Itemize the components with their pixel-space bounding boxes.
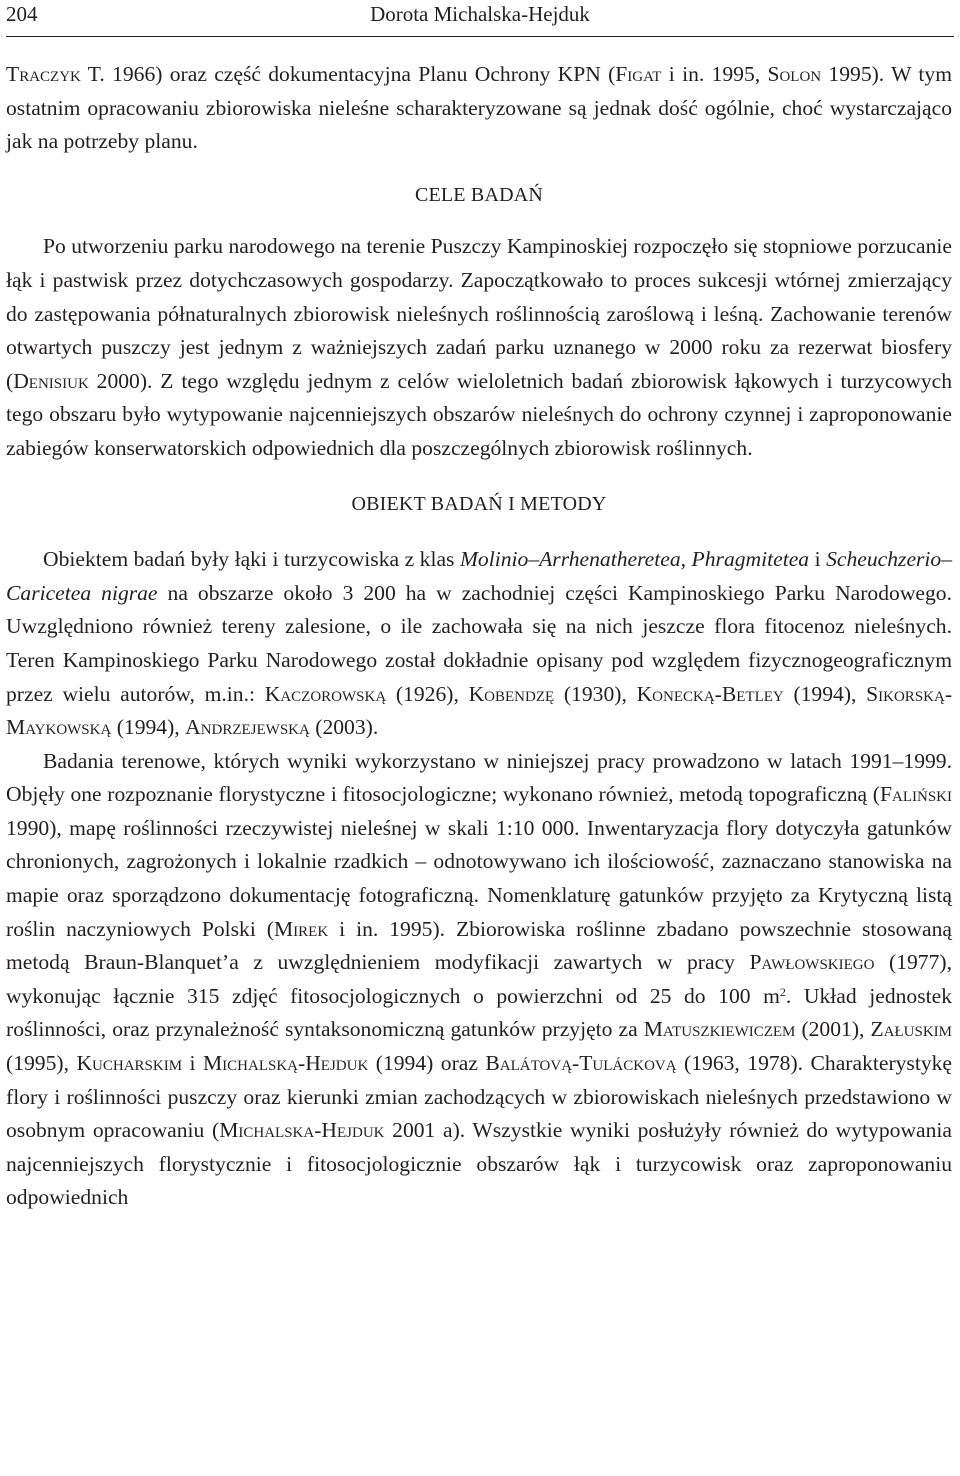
author-citation: Solon: [767, 62, 822, 86]
aims-paragraph: [6, 230, 952, 465]
author-citation: Kaczorowską: [264, 681, 387, 706]
text-run: ,: [680, 547, 692, 572]
syntaxon-name: Molinio–Arrhenatheretea: [459, 547, 681, 572]
text-run: Obiektem badań były łąki i turzycowiska z klas: [43, 547, 460, 572]
author-citation: Michalską-Hejduk: [202, 1051, 369, 1076]
author-citation: Mirek: [273, 916, 329, 941]
text-run: (2001),: [795, 1017, 871, 1042]
author-citation: Andrzejewską: [185, 715, 310, 740]
author-citation: Pawłowskiego: [749, 950, 875, 975]
author-citation: Kucharskim: [76, 1051, 183, 1076]
text-run: 1995). W tym ostatnim opracowaniu zbiorowiska nieleśne scharakteryzowane są jednak dość ogólnie, choć wystarczająco jak na potrzeby planu.: [6, 62, 952, 154]
methods-paragraph-1: [6, 543, 952, 745]
syntaxon-name: Phragmitetea: [691, 547, 810, 572]
text-run: na obszarze około 3 200 ha w zachodniej części Kampinoskiego Parku Narodowego. Uwzględniono również tereny zalesione, o ile zachowała się na nich jeszcze flora fitocenoz nieleśnych. Teren Kampinoskiego Parku Narodowego został dokładnie opisany pod względem fizycznogeograficznym przez wielu autorów, m.in.:: [6, 580, 952, 706]
text-run: Badania terenowe, których wyniki wykorzystano w niniejszej pracy prowadzono w latach 1991–1999. Objęły one rozpoznanie florystyczne i fitosocjologiczne; wykonano również, metodą topograficzną (: [6, 748, 952, 807]
text-run: 2001 a). Wszystkie wyniki posłużyły również do wytypowania najcenniejszych florystycznie i fitosocjologicznie obszarów łąk i turzycowisk oraz zaproponowaniu odpowiednich: [6, 1118, 952, 1210]
text-run: i in. 1995,: [661, 62, 768, 86]
text-run: Po utworzeniu parku narodowego na terenie Puszczy Kampinoskiej rozpoczęło się stopniowe porzucanie łąk i pastwisk przez dotychczasowych gospodarzy. Zapoczątkowało to proces sukcesji wtórnej zmierzający do zastępowania półnaturalnych zbiorowisk nieleśnych roślinnością zaroślową i leśną. Zachowanie terenów otwartych puszczy jest jednym z ważniejszych zadań parku uznanego w 2000 roku za rezerwat biosfery (: [6, 234, 952, 393]
text-run: i in. 1995). Zbiorowiska roślinne zbadano powszechnie stosowaną metodą Braun-Blanquet’a z uwzględnieniem modyfikacji zawartych w pracy: [6, 916, 952, 975]
author-citation: Matuszkiewiczem: [643, 1017, 796, 1042]
author-citation: Konecką-Betley: [636, 681, 784, 706]
text-run: (1994),: [111, 715, 186, 740]
text-run: (1963, 1978). Charakterystykę flory i roślinności puszczy oraz kierunki zmian zachodzących w zbiorowiskach nieleśnych przedstawiono w osobnym opracowaniu (: [6, 1051, 953, 1143]
text-run: (2003).: [309, 715, 379, 740]
text-run: . Układ jednostek roślinności, oraz przynależność syntaksonomiczną gatunków przyjęto za: [6, 983, 952, 1042]
author-citation: Traczyk: [6, 62, 81, 86]
text-run: (1977), wykonując łącznie 315 zdjęć fitosocjologicznych o powierzchni od 25 do 100 m: [6, 950, 952, 1008]
author-citation: Denisiuk: [13, 368, 89, 393]
running-author: Dorota Michalska-Hejduk: [370, 2, 590, 26]
text-run: (1994) oraz: [368, 1051, 486, 1076]
continued-paragraph: [6, 58, 952, 159]
author-citation: Kobendzę: [468, 681, 555, 706]
text-run: (1994),: [783, 681, 867, 706]
article-body: [6, 58, 952, 1215]
author-citation: Sikorską-Maykowską: [6, 681, 953, 740]
section-heading-methods: OBIEKT BADAŃ I METODY: [351, 492, 607, 515]
page-number: 204: [6, 2, 38, 26]
text-run: 2000). Z tego względu jednym z celów wieloletnich badań zbiorowisk łąkowych i turzycowych tego obszaru było wytypowanie najcenniejszych obszarów nieleśnych do ochrony czynnej i zaproponowanie zabiegów konserwatorskich odpowiednich dla poszczególnych zbiorowisk roślinnych.: [6, 368, 952, 460]
text-run: (1930),: [554, 681, 637, 706]
text-run: T. 1966) oraz część dokumentacyjna Planu Ochrony KPN (: [80, 62, 616, 86]
author-citation: Faliński: [879, 782, 952, 807]
superscript: 2: [779, 984, 786, 999]
text-run: 1990), mapę roślinności rzeczywistej nieleśnej w skali 1:10 000. Inwentaryzacja flory dotyczyła gatunków chronionych, zagrożonych i lokalnie rzadkich – odnotowywano ich ilościowość, zaznaczano stanowiska na mapie oraz sporządzono dokumentację fotograficzną. Nomenklaturę gatunków przyjęto za Krytyczną listą roślin naczyniowych Polski (: [6, 815, 952, 941]
section-heading-aims: CELE BADAŃ: [414, 183, 544, 206]
syntaxon-name: Scheuchzerio–Caricetea nigrae: [6, 547, 953, 605]
author-citation: Balátovą-Tuláckovą: [485, 1051, 677, 1076]
author-citation: Figat: [615, 62, 662, 86]
methods-paragraph-2: [6, 745, 952, 1215]
author-citation: Michalska-Hejduk: [219, 1118, 385, 1143]
author-citation: Załuskim: [870, 1017, 952, 1042]
running-header: [6, 0, 954, 37]
text-run: i: [182, 1051, 203, 1076]
text-run: (1926),: [386, 681, 469, 706]
text-run: i: [809, 547, 827, 572]
text-run: (1995),: [6, 1051, 77, 1076]
